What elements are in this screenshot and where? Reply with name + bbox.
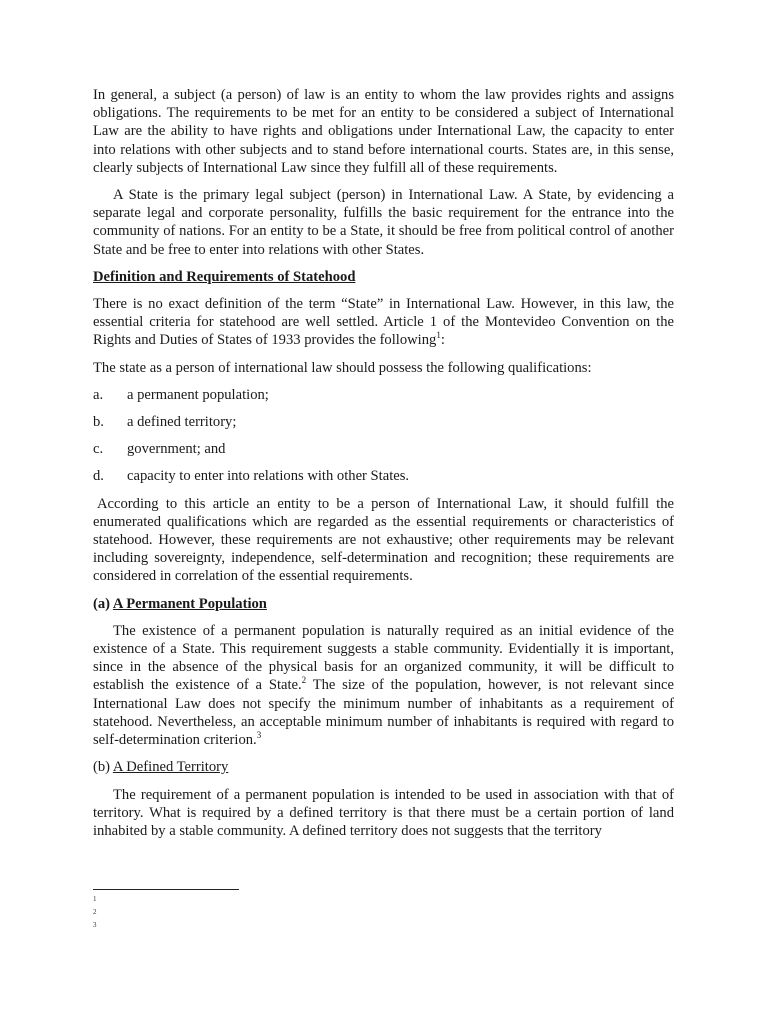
footnote-separator (93, 889, 239, 890)
subheading-title: A Permanent Population (112, 595, 267, 612)
list-text: capacity to enter into relations with other States. (127, 468, 410, 485)
population-paragraph (93, 622, 674, 749)
footnote-ref-1[interactable]: 1 (436, 330, 441, 341)
definition-text: There is no exact definition of the term “State” in International Law. However, in this law, the essential criteria for statehood are well settled. Article 1 of the Montevideo Convention on the Rights and Duties of States of 1933 provides the following (93, 296, 674, 349)
state-paragraph: A State is the primary legal subject (person) in International Law. A State, by evidencing a separate legal and corporate personality, fulfills the basic requirement for the entrance into the community of nations. For an entity to be a State, it should be free from political control of another State and be free to enter into relations with other States. (93, 187, 674, 258)
population-text-b: The size of the population, however, is not relevant since International Law does not specify the minimum number of inhabitants as a requirement of statehood. Nevertheless, an acceptable minimum number of inhabitants is required with regard to self-determination criterion. (93, 677, 674, 749)
list-marker: d. (93, 468, 104, 485)
qualifications-intro: The state as a person of international law should possess the following qualifications: (93, 359, 592, 376)
footnote-ref-3[interactable]: 3 (256, 730, 262, 741)
list-text: government; and (127, 441, 226, 458)
footnote-number: 2 (93, 908, 97, 916)
definition-end: : (440, 332, 445, 349)
footnote-number: 3 (93, 921, 97, 929)
footnotes (93, 893, 97, 932)
subheading-prefix: (a) (93, 595, 113, 612)
footnote-number: 1 (93, 895, 97, 903)
list-marker: a. (93, 386, 104, 403)
list-item (93, 467, 674, 485)
list-text: a defined territory; (127, 414, 237, 431)
document-page (93, 86, 674, 849)
subheading-territory (93, 758, 674, 776)
list-text: a permanent population; (127, 386, 269, 403)
definition-paragraph (93, 295, 674, 350)
article-paragraph: According to this article an entity to be a person of International Law, it should fulfill the enumerated qualifications which are regarded as the essential requirements or characteristics of statehood. However, these requirements are not exhaustive; other requirements may be relevant including sovereignty, independence, self-determination and recognition; these requirements are considered in correlation of the essential requirements. (93, 495, 674, 585)
subheading-population (93, 595, 674, 613)
list-item (93, 413, 674, 431)
subheading-title: A Defined Territory (112, 759, 229, 776)
territory-paragraph: The requirement of a permanent population is intended to be used in association with that of territory. What is required by a defined territory is that there must be a certain portion of land inhabited by a stable community. A defined territory does not suggests that the territory (93, 786, 674, 839)
section-heading: Definition and Requirements of Statehood (93, 268, 356, 285)
intro-paragraph: In general, a subject (a person) of law is an entity to whom the law provides rights and assigns obligations. The requirements to be met for an entity to be considered a subject of International Law are the ability to have rights and obligations under International Law, the capacity to enter into relations with other subjects and to stand before international courts. States are, in this sense, clearly subjects of International Law since they fulfill all of these requirements. (93, 87, 674, 176)
list-marker: b. (93, 414, 104, 431)
list-item (93, 386, 674, 404)
footnote-ref-2[interactable]: 2 (301, 675, 307, 686)
list-marker: c. (93, 441, 104, 458)
list-item (93, 440, 674, 458)
population-text-a: The existence of a permanent population is naturally required as an initial evidence of the existence of a State. This requirement suggests a stable community. Evidentially it is important, since in the absence of the physical basis for an organized community, it will be difficult to establish the existence of a State. (93, 622, 674, 694)
subheading-prefix: (b) (93, 759, 113, 776)
